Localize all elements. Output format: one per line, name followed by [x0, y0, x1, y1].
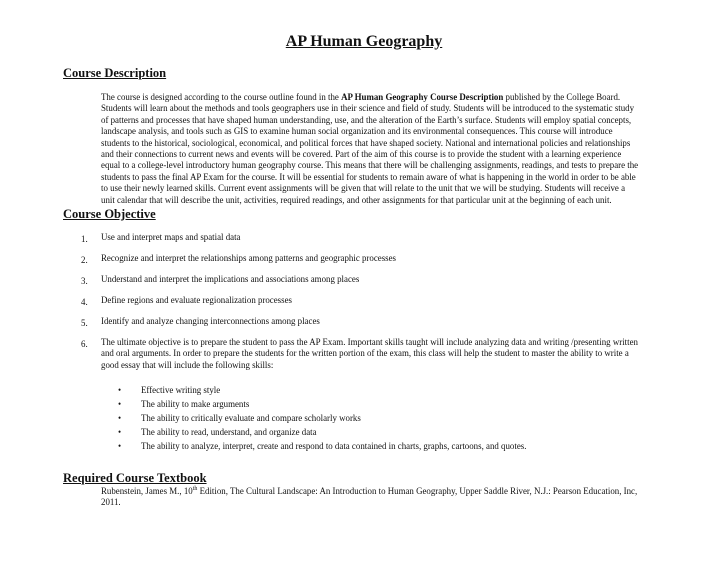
objective-item: Recognize and interpret the relationships among patterns and geographic processes	[101, 253, 396, 263]
paragraph-line: equal to a college-level introductory human geography course. This means that there will be challenging assignments, readings, and tests to prepare the	[101, 160, 639, 171]
bullet-icon: •	[118, 399, 122, 410]
paragraph-line: good essay that will include the following skills:	[101, 359, 274, 370]
bullet-icon: •	[118, 427, 122, 438]
bullet-icon: •	[118, 413, 122, 424]
list-number: 1.	[81, 234, 88, 244]
bullet-icon: •	[118, 441, 122, 452]
paragraph-line: Students will learn about the methods and tools geographers use in their science and field of study. Students will be introduced to the systematic study	[101, 103, 635, 114]
paragraph-line	[101, 486, 637, 497]
textbook-heading: Required Course Textbook	[63, 471, 207, 485]
paragraph-line: The ultimate objective is to prepare the student to pass the AP Exam. Important skills taught will include analyzing data and writing /presenting written	[101, 337, 638, 347]
list-number: 3.	[81, 276, 88, 286]
list-number: 4.	[81, 297, 88, 307]
bullet-item	[118, 383, 526, 397]
objective-item: Use and interpret maps and spatial data	[101, 232, 241, 242]
superscript: th	[192, 486, 198, 492]
course-description-heading: Course Description	[63, 66, 167, 80]
paragraph-line: unit calendar that will describe the unit, activities, required readings, and other assignments for that particular unit at the beginning of each unit.	[101, 194, 612, 205]
paragraph-line: students to the historical, sociological, economical, and political forces that have shaped society. National and international policies and relationships	[101, 137, 631, 148]
bullet-item	[118, 425, 526, 439]
course-description-paragraph	[101, 92, 638, 206]
list-number: 6.	[81, 339, 88, 349]
bullet-text: The ability to make arguments	[141, 399, 250, 410]
bullet-text: The ability to read, understand, and organize data	[141, 427, 317, 438]
paragraph-line: landscape analysis, and tools such as GIS to examine human social organization and its environmental consequences. This course will introduce	[101, 126, 613, 137]
paragraph-line: and their connections to current news and events will be covered. Part of the aim of this course is to provide the student with a learning experience	[101, 149, 622, 160]
objective-item	[101, 337, 638, 371]
page-title: AP Human Geography	[285, 33, 443, 50]
paragraph-line: of patterns and processes that have shaped human understanding, use, and the alteration of the Earth’s surface. Students will employ spatial concepts,	[101, 114, 632, 125]
bullet-item	[118, 439, 526, 453]
paragraph-line	[101, 92, 638, 103]
objective-item: Identify and analyze changing interconnections among places	[101, 316, 320, 326]
text: Edition, The Cultural Landscape: An Introduction to Human Geography, Upper Saddle River, N.J.: Pearson Education, Inc,	[197, 486, 638, 496]
paragraph-line: to use their newly learned skills. Current event assignments will be given that will relate to the unit that we will be studying. Students will receive a	[101, 183, 626, 194]
paragraph-line: students to pass the final AP Exam for the course. It will be essential for students to remain aware of what is happening in the world in order to be able	[101, 171, 636, 182]
objective-item: Understand and interpret the implications and associations among places	[101, 274, 360, 284]
skills-list	[118, 383, 526, 453]
bold-text: AP Human Geography Course Description	[341, 92, 504, 102]
list-number: 2.	[81, 255, 88, 265]
bullet-text: The ability to critically evaluate and compare scholarly works	[141, 413, 361, 424]
bullet-item	[118, 397, 526, 411]
bullet-icon: •	[118, 385, 122, 395]
text: published by the College Board.	[503, 92, 621, 102]
paragraph-line: and oral arguments. In order to prepare the students for the written portion of the exam, this class will help the student to master the ability to write a	[101, 348, 629, 359]
course-objective-heading: Course Objective	[63, 207, 156, 221]
paragraph-line: 2011.	[101, 497, 121, 508]
bullet-item	[118, 411, 526, 425]
bullet-text: Effective writing style	[141, 385, 221, 395]
objective-item: Define regions and evaluate regionalization processes	[101, 295, 292, 305]
list-number: 5.	[81, 318, 88, 328]
bullet-text: The ability to analyze, interpret, create and respond to data contained in charts, graphs, cartoons, and quotes.	[141, 441, 527, 452]
textbook-citation	[101, 486, 637, 509]
text: Rubenstein, James M., 10	[101, 486, 193, 496]
text: The course is designed according to the course outline found in the	[101, 92, 342, 102]
